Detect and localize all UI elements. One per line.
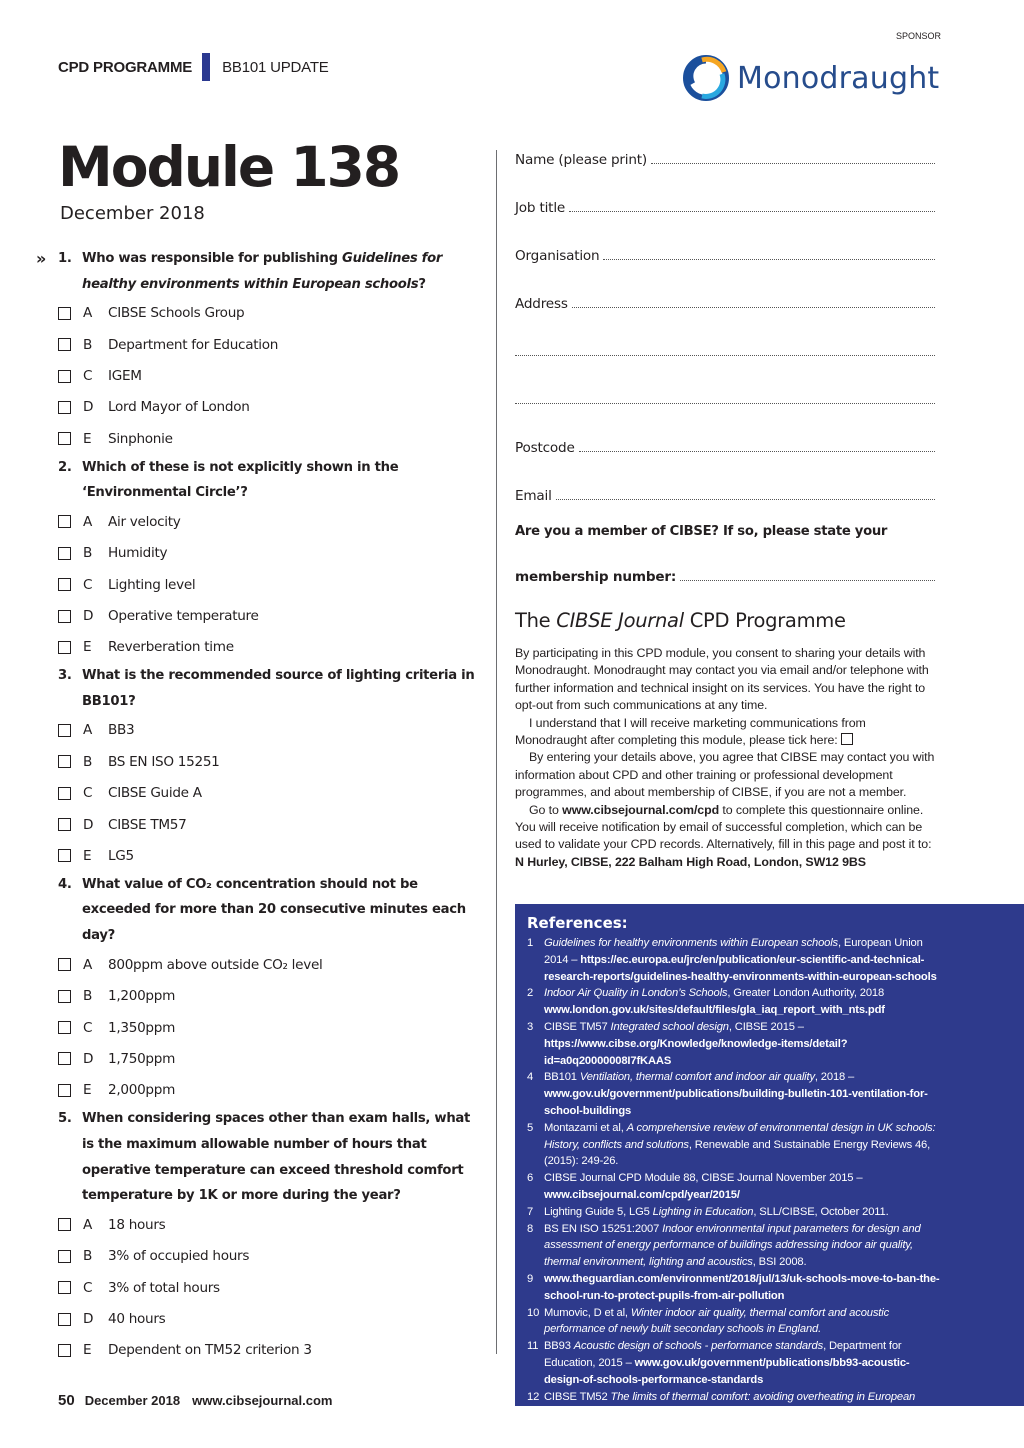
references-title: References: [527,914,628,932]
option-checkbox[interactable] [58,1021,71,1034]
option-text: 40 hours [108,1311,166,1328]
address-line-2[interactable] [515,338,935,360]
option-letter: A [83,513,92,530]
question-3 [36,663,486,872]
question-1 [36,246,486,455]
option-row[interactable] [36,329,486,360]
question-number: 5. [58,1110,72,1126]
reference-text: BB93 Acoustic design of schools - performance standards, Department for Education, 2015 – www.gov.uk/government/publications/bb93-acoustic-design-of-schools-performance-standards [544,1340,910,1386]
reference-link[interactable]: https://ec.europa.eu/jrc/en/publication/eur-scientific-and-technical-research-reports/guidelines-healthy-environments-within-european-schools [544,953,937,983]
reference-text: Mumovic, D et al, Winter indoor air quality, thermal comfort and acoustic performance of newly built secondary schools in England. [544,1306,890,1336]
option-letter: A [83,1216,92,1233]
question-number: 3. [58,668,72,684]
option-text: 1,200ppm [108,988,176,1005]
reference-text: CIBSE TM52 The limits of thermal comfort: avoiding overheating in European buildings, CIBSE 2013. [544,1390,916,1420]
reference-text: Lighting Guide 5, LG5 Lighting in Education, SLL/CIBSE, October 2011. [544,1205,889,1218]
option-letter: C [83,576,93,593]
option-row[interactable] [36,538,486,569]
reference-number: 2 [527,987,534,1000]
option-row[interactable] [36,715,486,746]
reference-text: Montazami et al, A comprehensive review of environmental design in UK schools: History, conflicts and solutions, Renewable and Sustainable Energy Reviews 46, (2015): 249-26. [544,1121,936,1168]
option-checkbox[interactable] [58,1052,71,1065]
reference-item [527,985,1012,1019]
email-input-line[interactable] [556,499,935,500]
option-text: 800ppm above outside CO₂ level [108,956,323,973]
option-text: 1,350ppm [108,1019,176,1036]
reference-link[interactable]: www.gov.uk/government/publications/bb93-acoustic-design-of-schools-performance-standards [544,1356,910,1386]
reference-item [527,1305,1012,1339]
question-text: Who was responsible for publishing Guidelines for healthy environments within European schools? [82,251,443,292]
membership-number-field[interactable] [515,563,935,585]
option-row[interactable] [36,1272,486,1303]
option-text: CIBSE Guide A [108,785,202,802]
footer-date: December 2018 [84,1393,181,1408]
option-letter: A [83,956,92,973]
organisation-label: Organisation [515,248,600,264]
section-label: BB101 UPDATE [222,58,329,76]
option-row[interactable] [36,1012,486,1043]
option-text: CIBSE Schools Group [108,305,245,322]
option-letter: D [83,1311,94,1328]
cpd-programme-title: The CIBSE Journal CPD Programme [515,609,846,632]
reference-text: Indoor Air Quality in London’s Schools, Greater London Authority, 2018 www.london.gov.uk/sites/default/files/gla_iaq_report_with_nts.pdf [544,987,885,1017]
address-input-line[interactable] [572,307,935,308]
reference-item [527,1221,1012,1271]
reference-link[interactable]: www.london.gov.uk/sites/default/files/gla_iaq_report_with_nts.pdf [544,1004,885,1017]
option-text: 3% of total hours [108,1279,220,1296]
reference-item [527,1338,1012,1388]
option-checkbox[interactable] [58,578,71,591]
question-text: When considering spaces other than exam halls, what is the maximum allowable number of hours that operative temperature can exceed threshold comfort temperature by 1K or more during the year? [82,1110,471,1204]
address-input-line-3[interactable] [515,403,935,404]
option-checkbox[interactable] [58,338,71,351]
option-checkbox[interactable] [58,724,71,737]
reference-item [527,1204,1012,1221]
question-2 [36,455,486,664]
option-row[interactable] [36,1075,486,1106]
option-text: IGEM [108,368,142,385]
address-field[interactable] [515,290,935,312]
contact-form [515,146,935,585]
reference-item [527,1271,1012,1305]
postcode-field[interactable] [515,434,935,456]
question-text: What is the recommended source of lighting criteria in BB101? [82,668,475,709]
option-checkbox[interactable] [58,849,71,862]
option-row[interactable] [36,1043,486,1074]
option-checkbox[interactable] [58,401,71,414]
reference-link[interactable]: www.cibsejournal.com/cpd/year/2015/ [544,1188,740,1201]
reference-number: 7 [527,1205,534,1218]
reference-item [527,1120,1012,1170]
option-checkbox[interactable] [58,1313,71,1326]
reference-text: BS EN ISO 15251:2007 Indoor environmental input parameters for design and assessment of energy performance of buildings addressing indoor air quality, thermal environment, lighting and acoustics, BSI 2008. [544,1222,921,1269]
option-letter: B [83,336,93,353]
question-4 [36,872,486,1106]
column-divider [496,150,497,1354]
postcode-label: Postcode [515,440,575,456]
reference-number: 10 [527,1306,540,1319]
reference-item [527,1069,1012,1119]
reference-number: 3 [527,1020,534,1033]
option-checkbox[interactable] [58,370,71,383]
name-input-line[interactable] [651,163,935,164]
option-text: Air velocity [108,513,181,530]
option-row[interactable] [36,980,486,1011]
option-checkbox[interactable] [58,958,71,971]
option-text: Sinphonie [108,430,173,447]
option-text: Humidity [108,545,168,562]
email-label: Email [515,488,552,504]
option-checkbox[interactable] [58,818,71,831]
membership-number-label: membership number: [515,569,677,585]
reference-item [527,1019,1012,1069]
monodraught-logo-icon [682,54,730,102]
option-checkbox[interactable] [58,1218,71,1231]
cibse-contact-paragraph: By entering your details above, you agree that CIBSE may contact you with information about CPD and other training or professional development programmes, and about membership of CIBSE, if you are not a member. [515,750,935,800]
questions-list [36,246,486,1366]
option-letter: E [83,847,92,864]
sponsor-label: SPONSOR [895,31,941,41]
programme-label: CPD PROGRAMME [58,58,193,76]
question-5 [36,1106,486,1366]
option-checkbox[interactable] [58,610,71,623]
option-row[interactable] [36,423,486,454]
option-text: 1,750ppm [108,1050,176,1067]
address-label: Address [515,296,568,312]
option-text: BB3 [108,722,135,739]
reference-link[interactable]: www.gov.uk/government/publications/building-bulletin-101-ventilation-for-school-buildings [544,1088,928,1117]
option-letter: E [83,430,92,447]
reference-number: 5 [527,1121,534,1134]
option-row[interactable] [36,746,486,777]
option-letter: D [83,816,94,833]
section-header [58,56,329,78]
reference-text: BB101 Ventilation, thermal comfort and indoor air quality, 2018 –www.gov.uk/government/publications/building-bulletin-101-ventilation-for-school-buildings [544,1071,928,1117]
reference-number: 6 [527,1172,534,1185]
option-checkbox[interactable] [58,990,71,1003]
marketing-paragraph: I understand that I will receive marketing communications from Monodraught after completing this module, please tick here: [515,715,866,748]
option-letter: B [83,1248,93,1265]
option-letter: D [83,399,94,416]
postal-address: N Hurley, CIBSE, 222 Balham High Road, London, SW12 9BS [515,854,866,869]
option-letter: B [83,545,93,562]
reference-number: 9 [527,1272,534,1285]
option-checkbox[interactable] [58,755,71,768]
option-checkbox[interactable] [58,1281,71,1294]
consent-paragraph: By participating in this CPD module, you consent to sharing your details with Monodraught. Monodraught may contact you via email and/or telephone with further information and technical insight on its services. You have the right to opt-out from such communications at any time. [515,646,929,713]
reference-text [544,1271,1012,1305]
option-row[interactable] [36,392,486,423]
option-row[interactable] [36,632,486,663]
option-row[interactable] [36,360,486,391]
reference-number: 11 [527,1340,539,1353]
address-line-3[interactable] [515,386,935,408]
address-input-line-2[interactable] [515,355,935,356]
option-letter: C [83,1279,93,1296]
option-row[interactable] [36,1303,486,1334]
option-letter: E [83,1082,92,1099]
option-letter: B [83,753,93,770]
page-number: 50 [58,1392,75,1409]
question-text: Which of these is not explicitly shown in the ‘Environmental Circle’? [82,459,399,501]
membership-number-input-line[interactable] [680,580,935,581]
job-title-label: Job title [515,200,566,216]
option-letter: C [83,785,93,802]
option-row[interactable] [36,809,486,840]
reference-number: 12 [527,1390,540,1403]
option-text: Lord Mayor of London [108,399,250,416]
header-accent-bar [202,53,210,81]
question-number: 4. [58,876,72,892]
option-text: Reverberation time [108,639,234,656]
option-row[interactable] [36,506,486,537]
option-letter: A [83,305,92,322]
reference-item [527,1389,1012,1423]
sponsor-name: Monodraught [737,60,940,96]
reference-number: 1 [527,937,534,949]
option-checkbox[interactable] [58,787,71,800]
option-row[interactable] [36,600,486,631]
question-number: 1. [58,251,72,266]
option-text: BS EN ISO 15251 [108,753,220,770]
cpd-website-link[interactable]: www.cibsejournal.com/cpd [562,802,720,817]
option-text: 3% of occupied hours [108,1248,250,1265]
option-text: Department for Education [108,336,279,353]
reference-link[interactable]: https://www.cibse.org/Knowledge/knowledge-items/detail?id=a0q20000008I7fKAAS [544,1037,848,1067]
submission-paragraph: Go to www.cibsejournal.com/cpd to complete this questionnaire online. You will receive notification by email of successful completion, which can be used to validate your CPD records. Alternatively, fill in this page and post it to: N Hurley, CIBSE, 222 Balham High Road, London, SW12 9BS [515,802,932,869]
option-checkbox[interactable] [58,1084,71,1097]
option-checkbox[interactable] [58,547,71,560]
option-letter: D [83,608,94,624]
option-checkbox[interactable] [58,307,71,320]
question-number: 2. [58,459,72,475]
option-row[interactable] [36,1209,486,1240]
sponsor-logo [682,54,939,102]
reference-text: CIBSE TM57 Integrated school design, CIBSE 2015 – https://www.cibse.org/Knowledge/knowledge-items/detail?id=a0q20000008I7fKAAS [544,1020,848,1067]
option-text: 18 hours [108,1216,166,1233]
option-letter: E [83,639,92,656]
option-row[interactable] [36,298,486,329]
references-panel [515,904,1024,1420]
option-text: 2,000ppm [108,1082,176,1099]
option-text: Lighting level [108,576,196,593]
option-row[interactable] [36,840,486,871]
option-checkbox[interactable] [58,432,71,445]
membership-question: Are you a member of CIBSE? If so, please state your [515,524,888,539]
option-text: LG5 [108,847,134,864]
option-letter: C [83,1019,93,1036]
option-row[interactable] [36,1335,486,1366]
option-row[interactable] [36,777,486,808]
module-date: December 2018 [60,203,205,224]
option-checkbox[interactable] [58,1344,71,1357]
option-row[interactable] [36,949,486,980]
option-checkbox[interactable] [58,1250,71,1263]
reference-text: CIBSE Journal CPD Module 88, CIBSE Journal November 2015 – www.cibsejournal.com/cpd/year/2015/ [544,1172,863,1201]
email-field[interactable] [515,482,935,504]
name-field[interactable] [515,146,935,168]
option-checkbox[interactable] [58,515,71,528]
option-row[interactable] [36,569,486,600]
reference-item [527,1170,1012,1204]
option-row[interactable] [36,1241,486,1272]
module-title: Module 138 [58,135,400,199]
cpd-programme-text [515,645,940,871]
option-letter: D [83,1050,94,1067]
option-checkbox[interactable] [58,641,71,654]
footer-url[interactable]: www.cibsejournal.com [192,1393,333,1408]
marketing-consent-checkbox[interactable] [841,733,853,745]
reference-number: 8 [527,1222,534,1235]
option-letter: E [83,1342,92,1359]
name-label: Name (please print) [515,152,648,168]
reference-number: 4 [527,1071,534,1084]
option-text: Dependent on TM52 criterion 3 [108,1342,312,1359]
organisation-input-line[interactable] [603,259,935,260]
job-title-field[interactable] [515,194,935,216]
option-text: Operative temperature [108,608,259,624]
page-footer [58,1392,332,1409]
reference-link[interactable]: www.theguardian.com/environment/2018/jul/13/uk-schools-move-to-ban-the-school-run-to-protect-pupils-from-air-pollution [544,1272,940,1302]
job-title-input-line[interactable] [569,211,935,212]
option-letter: A [83,722,92,739]
option-text: CIBSE TM57 [108,816,187,833]
option-letter: C [83,368,93,385]
postcode-input-line[interactable] [579,451,935,452]
organisation-field[interactable] [515,242,935,264]
question-text: What value of CO₂ concentration should not be exceeded for more than 20 consecutive minutes each day? [82,876,466,944]
reference-item [527,935,1012,985]
reference-text: Guidelines for healthy environments within European schools, European Union 2014 – https://ec.europa.eu/jrc/en/publication/eur-scientific-and-technical-research-reports/guidelines-healthy-environments-within-european-schools [544,937,937,983]
double-chevron-right-icon: » [36,249,47,268]
option-letter: B [83,988,93,1005]
